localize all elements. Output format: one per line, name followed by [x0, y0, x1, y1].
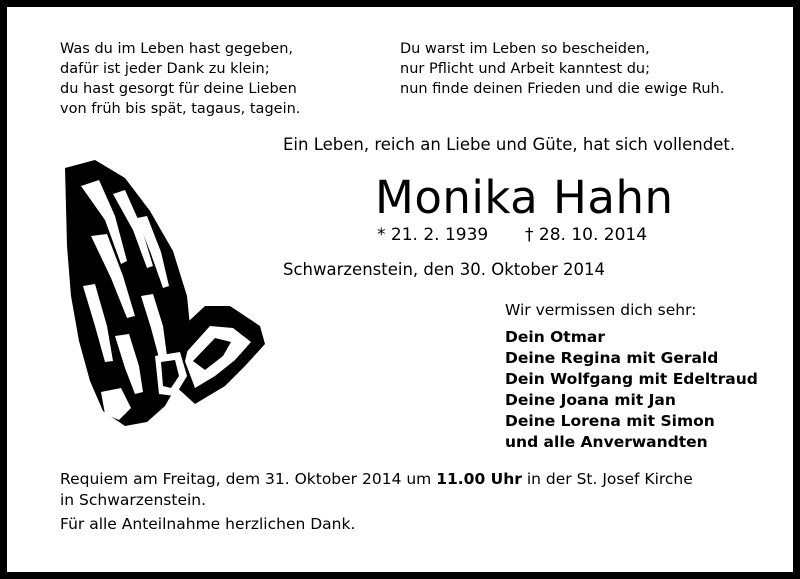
deceased-name: Monika Hahn — [375, 171, 674, 224]
mourner-line: Deine Joana mit Jan — [505, 391, 676, 409]
place-date: Schwarzenstein, den 30. Oktober 2014 — [283, 260, 605, 279]
poem-left-line: Was du im Leben hast gegeben, — [60, 41, 293, 57]
mourner-line: und alle Anverwandten — [505, 433, 708, 451]
poem-right-line: nun finde deinen Frieden und die ewige Ruh. — [400, 81, 725, 97]
poem-left-line: du hast gesorgt für deine Lieben — [60, 81, 297, 97]
requiem-place: in Schwarzenstein. — [60, 491, 207, 509]
poem-left — [60, 39, 300, 119]
intro-line: Ein Leben, reich an Liebe und Güte, hat sich vollendet. — [283, 135, 736, 154]
requiem-time: 11.00 Uhr — [436, 470, 522, 488]
requiem-location: in der St. Josef Kirche — [521, 470, 693, 488]
poem-left-line: von früh bis spät, tagaus, tagein. — [60, 101, 301, 117]
requiem-text: Requiem am Freitag, dem 31. Oktober 2014 um — [60, 470, 437, 488]
requiem-notice — [60, 469, 693, 511]
mourner-line: Deine Regina mit Gerald — [505, 349, 719, 367]
birth-date: * 21. 2. 1939 — [377, 225, 489, 245]
miss-line: Wir vermissen dich sehr: — [505, 301, 697, 319]
life-dates — [377, 225, 647, 245]
poem-right — [400, 39, 724, 99]
mourner-line: Dein Wolfgang mit Edeltraud — [505, 370, 758, 388]
mourner-line: Deine Lorena mit Simon — [505, 412, 715, 430]
poem-right-line: nur Pflicht und Arbeit kanntest du; — [400, 61, 650, 77]
poem-right-line: Du warst im Leben so bescheiden, — [400, 41, 650, 57]
praying-hands-icon — [55, 156, 270, 438]
poem-left-line: dafür ist jeder Dank zu klein; — [60, 61, 270, 77]
mourners-list — [505, 327, 758, 453]
thanks-line: Für alle Anteilnahme herzlichen Dank. — [60, 515, 356, 533]
death-date: † 28. 10. 2014 — [525, 225, 648, 245]
mourner-line: Dein Otmar — [505, 328, 605, 346]
